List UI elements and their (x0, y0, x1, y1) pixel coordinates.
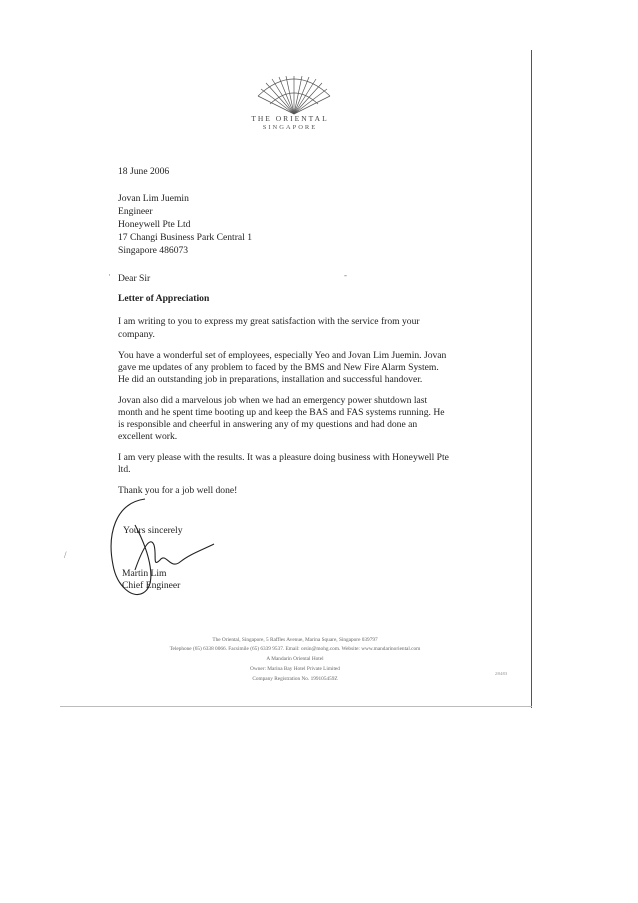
recipient-line: Engineer (118, 206, 153, 217)
footer-address: The Oriental, Singapore, 5 Raffles Avenue, Marina Square, Singapore 039797 (212, 637, 378, 643)
recipient-line: Singapore 486073 (118, 245, 189, 256)
body-line: company. (118, 329, 155, 340)
scan-mark: / (64, 550, 67, 560)
hotel-name: THE ORIENTAL (251, 114, 329, 123)
letter-date: 18 June 2006 (118, 166, 170, 177)
body-line: Thank you for a job well done! (118, 485, 238, 496)
body-line: You have a wonderful set of employees, especially Yeo and Jovan Lim Juemin. Jovan (118, 350, 447, 361)
hotel-location: SINGAPORE (262, 124, 318, 131)
footer-owner: Owner: Marina Bay Hotel Private Limited (250, 666, 340, 672)
scan-edge-bottom (60, 706, 532, 707)
body-line: I am writing to you to express my great satisfaction with the service from your (118, 316, 420, 327)
recipient-line: Jovan Lim Juemin (118, 193, 189, 204)
body-line: ltd. (118, 464, 131, 475)
recipient-line: 17 Changi Business Park Central 1 (118, 232, 253, 243)
closing: Yours sincerely (123, 525, 183, 536)
signer-name: Martin Lim (122, 568, 167, 579)
subject-heading: Letter of Appreciation (118, 293, 210, 304)
body-line: I am very please with the results. It was a pleasure doing business with Honeywell Pte (118, 452, 449, 463)
footer-contact: Telephone (65) 6338 0066. Facsimile (65) 6339 9537. Email: orsin@mohg.com. Website: www.mandarinoriental.com (169, 646, 421, 652)
salutation: Dear Sir (118, 273, 151, 284)
body-line: month and he spent time booting up and keep the BAS and FAS systems running. He (118, 407, 445, 418)
body-line: Jovan also did a marvelous job when we had an emergency power shutdown last (118, 395, 428, 406)
scan-mark: · (108, 270, 111, 280)
scan-mark: - (344, 270, 347, 280)
footer-registration: Company Registration No. 199105459Z (252, 676, 338, 682)
body-line: gave me updates of any problem to faced by the BMS and New Fire Alarm System. (118, 362, 439, 373)
body-line: is responsible and cheerful in answering any of my questions and had done an (118, 419, 418, 430)
recipient-line: Honeywell Pte Ltd (118, 219, 191, 230)
scan-stamp: 2/04/03 (495, 671, 508, 676)
body-line: He did an outstanding job in preparations, installation and successful handover. (118, 374, 423, 385)
body-line: excellent work. (118, 431, 178, 442)
footer-group: A Mandarin Oriental Hotel (266, 656, 324, 662)
signer-title: Chief Engineer (122, 580, 181, 591)
scan-edge-right (531, 50, 532, 708)
